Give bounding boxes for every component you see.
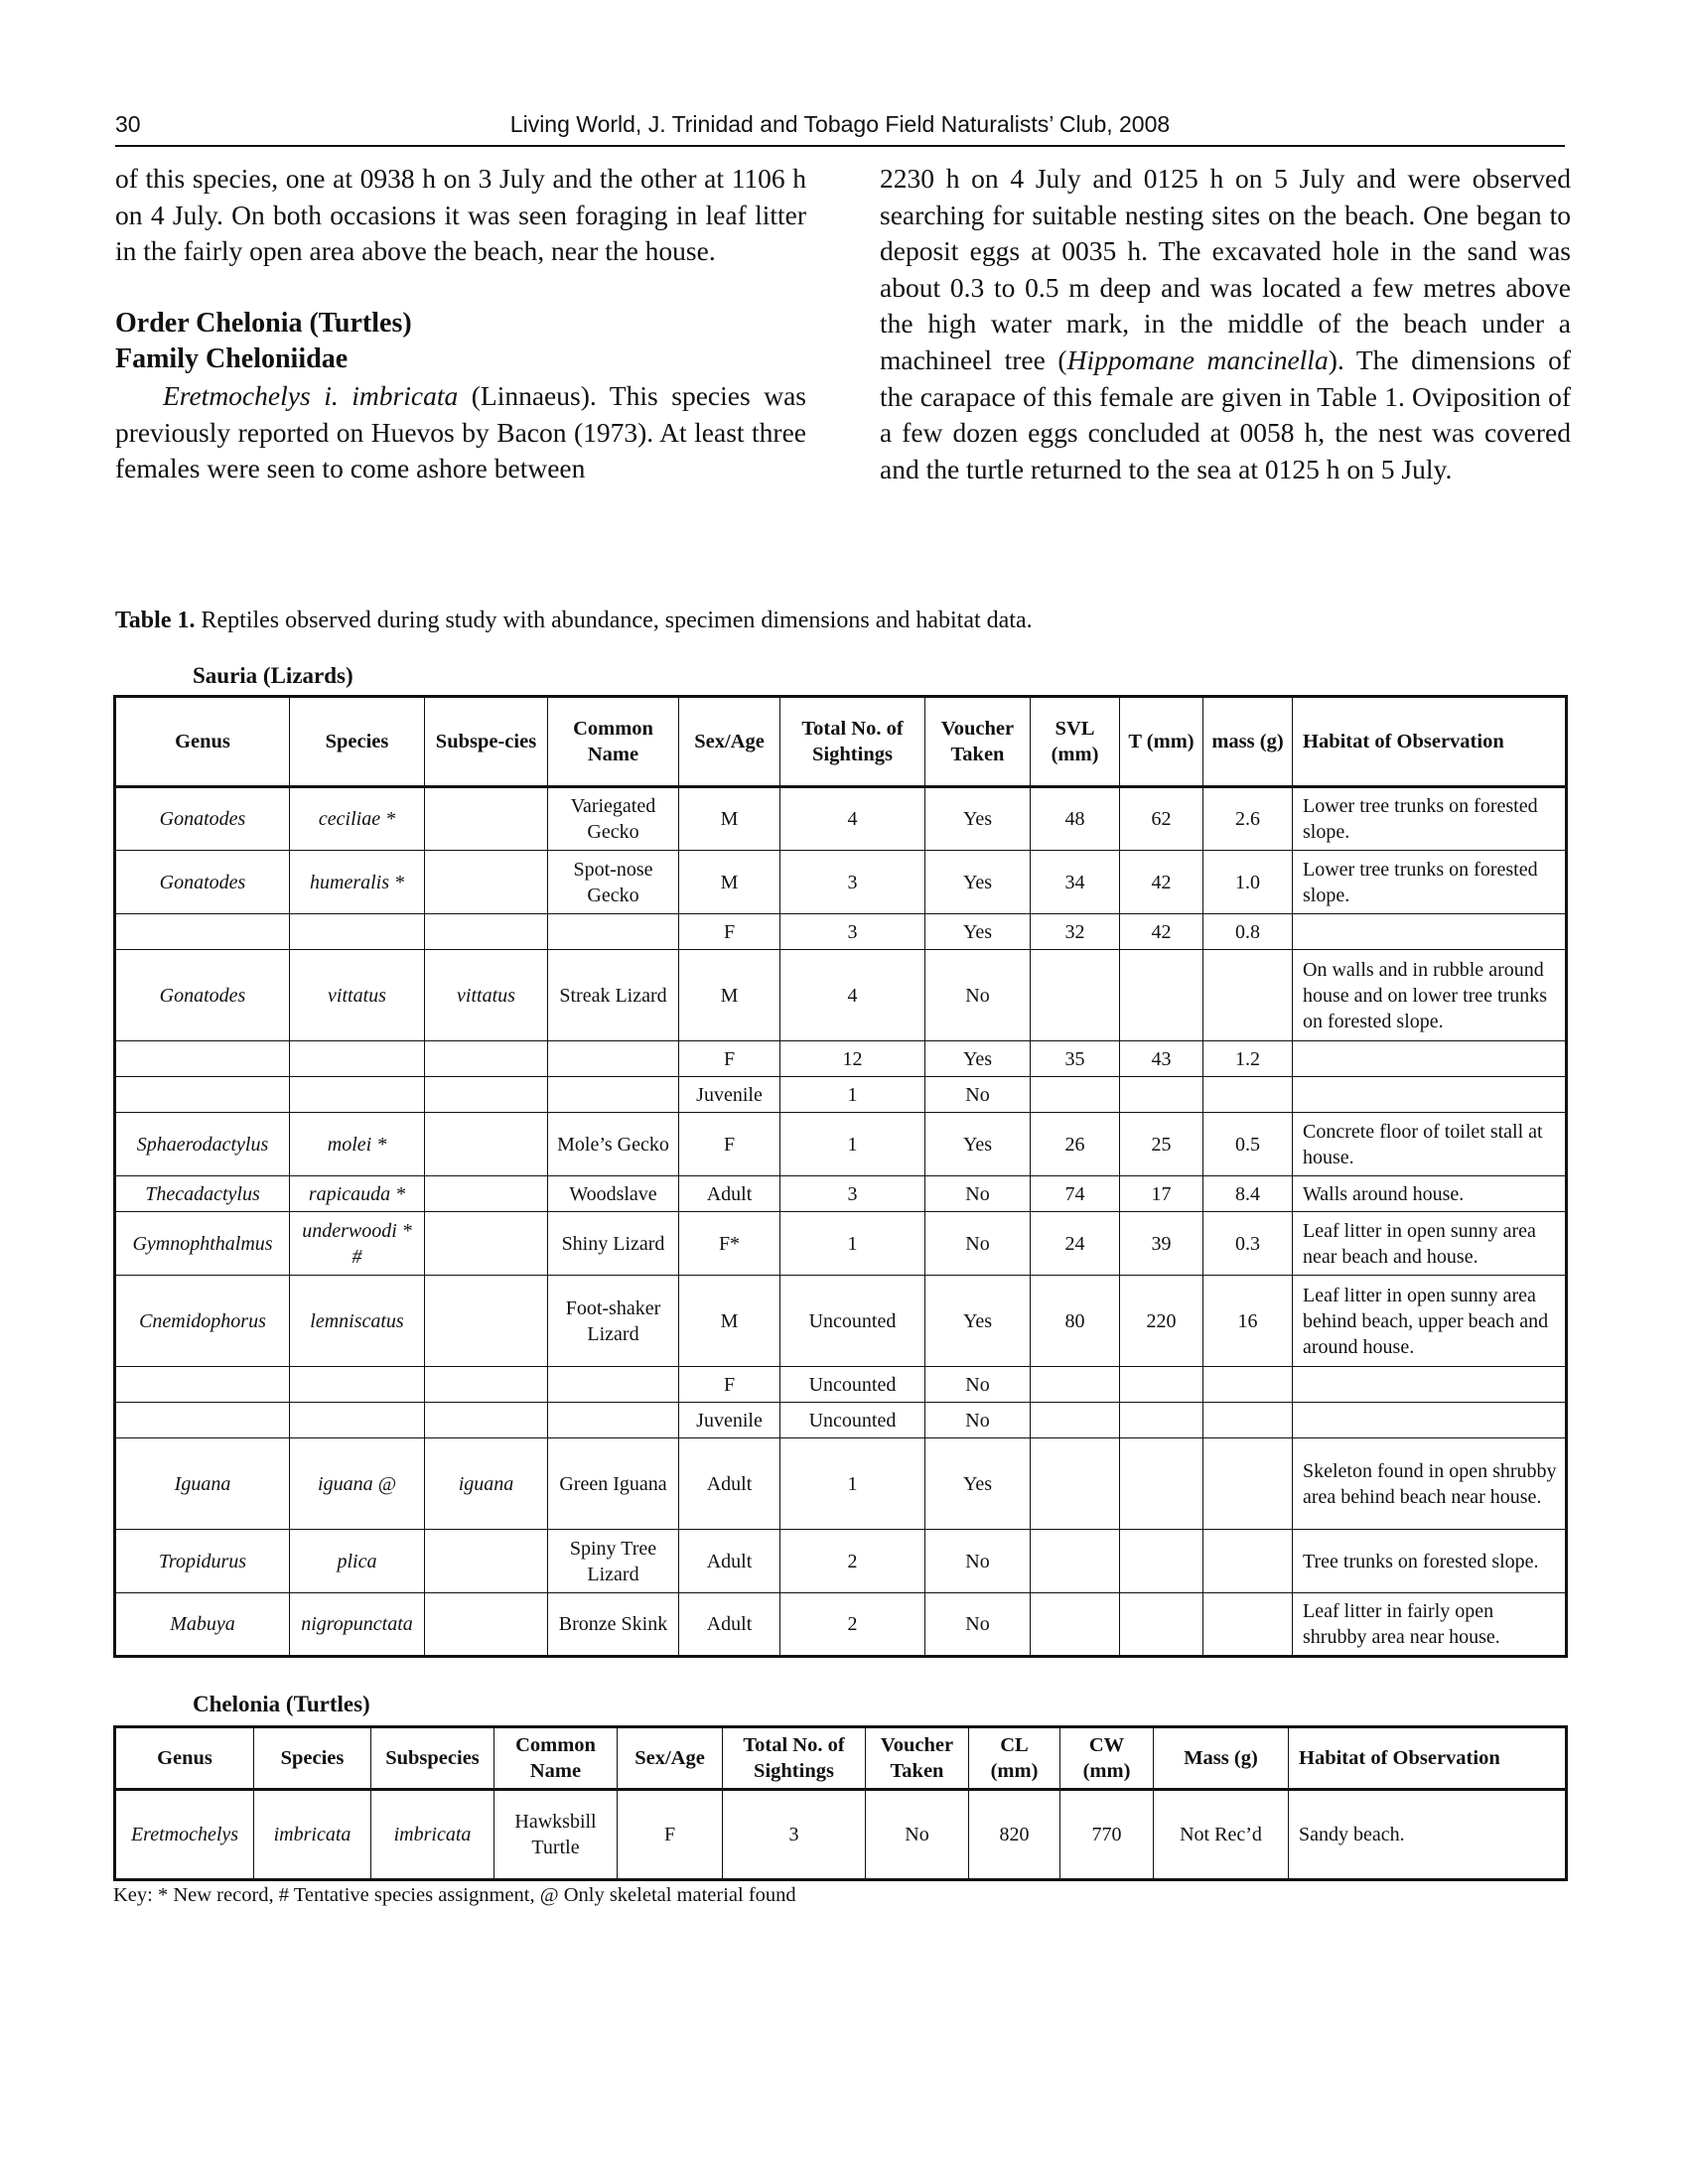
cell-genus	[115, 1367, 290, 1403]
chelonia-header-len1: CL (mm)	[969, 1727, 1060, 1790]
cell-genus: Gonatodes	[115, 950, 290, 1041]
chelonia-header-habitat: Habitat of Observation	[1289, 1727, 1567, 1790]
cell-sightings: 1	[780, 1077, 925, 1113]
chelonia-header-row	[115, 1727, 1567, 1790]
sauria-header-len2: T (mm)	[1120, 697, 1203, 787]
cell-mass: 0.3	[1203, 1212, 1293, 1276]
table-row	[115, 1593, 1567, 1657]
cell-voucher: Yes	[925, 787, 1031, 851]
cell-sex-age: M	[679, 1276, 780, 1367]
cell-subspecies	[425, 1403, 548, 1438]
cell-mass	[1203, 1077, 1293, 1113]
cell-voucher: No	[925, 950, 1031, 1041]
cell-voucher: Yes	[925, 851, 1031, 914]
cell-len1: 48	[1031, 787, 1120, 851]
table-row	[115, 1790, 1567, 1880]
chelonia-header-common-name: Common Name	[494, 1727, 618, 1790]
cell-common-name	[548, 1077, 679, 1113]
cell-len1	[1031, 1593, 1120, 1657]
cell-subspecies: imbricata	[371, 1790, 494, 1880]
cell-species: lemniscatus	[290, 1276, 425, 1367]
cell-len1: 820	[969, 1790, 1060, 1880]
paragraph-lizard-continued: of this species, one at 0938 h on 3 July and the other at 1106 h on 4 July. On both occasions it was seen foraging in leaf litter in the fairly open area above the beach, near the house.	[115, 163, 806, 267]
page-number: 30	[115, 111, 141, 137]
cell-sightings: 1	[780, 1212, 925, 1276]
table-row	[115, 1276, 1567, 1367]
cell-len1: 24	[1031, 1212, 1120, 1276]
cell-common-name: Bronze Skink	[548, 1593, 679, 1657]
cell-common-name: Green Iguana	[548, 1438, 679, 1530]
cell-habitat	[1293, 914, 1567, 950]
cell-mass	[1203, 950, 1293, 1041]
running-header	[115, 111, 1565, 147]
cell-sightings: Uncounted	[780, 1367, 925, 1403]
cell-habitat: Leaf litter in open sunny area near beach and house.	[1293, 1212, 1567, 1276]
table-row	[115, 787, 1567, 851]
table-caption-text: Reptiles observed during study with abundance, specimen dimensions and habitat data.	[195, 608, 1033, 633]
cell-common-name: Woodslave	[548, 1176, 679, 1212]
cell-subspecies	[425, 1041, 548, 1077]
cell-len1	[1031, 1367, 1120, 1403]
cell-mass: 16	[1203, 1276, 1293, 1367]
cell-habitat	[1293, 1403, 1567, 1438]
cell-voucher: No	[925, 1176, 1031, 1212]
cell-len1	[1031, 1077, 1120, 1113]
cell-genus: Iguana	[115, 1438, 290, 1530]
cell-voucher: Yes	[925, 1438, 1031, 1530]
cell-subspecies	[425, 1176, 548, 1212]
cell-genus: Gonatodes	[115, 787, 290, 851]
cell-habitat: Leaf litter in open sunny area behind beach, upper beach and around house.	[1293, 1276, 1567, 1367]
cell-voucher: Yes	[925, 1041, 1031, 1077]
cell-len2: 62	[1120, 787, 1203, 851]
cell-species: humeralis *	[290, 851, 425, 914]
cell-habitat: Lower tree trunks on forested slope.	[1293, 787, 1567, 851]
cell-mass	[1203, 1530, 1293, 1593]
cell-sightings: 2	[780, 1593, 925, 1657]
left-column	[115, 161, 806, 487]
cell-sightings: 3	[780, 914, 925, 950]
cell-species: underwoodi * #	[290, 1212, 425, 1276]
cell-len2	[1120, 1593, 1203, 1657]
cell-sex-age: Juvenile	[679, 1403, 780, 1438]
chelonia-header-voucher: Voucher Taken	[866, 1727, 969, 1790]
cell-mass: 0.5	[1203, 1113, 1293, 1176]
cell-subspecies	[425, 787, 548, 851]
cell-len2	[1120, 1438, 1203, 1530]
chelonia-title: Chelonia (Turtles)	[193, 1692, 370, 1716]
cell-sightings: 1	[780, 1113, 925, 1176]
sauria-header-species: Species	[290, 697, 425, 787]
sauria-header-row	[115, 697, 1567, 787]
cell-sex-age: Adult	[679, 1530, 780, 1593]
cell-genus	[115, 1041, 290, 1077]
cell-sex-age: M	[679, 950, 780, 1041]
cell-common-name: Streak Lizard	[548, 950, 679, 1041]
cell-sex-age: F	[679, 1367, 780, 1403]
cell-len2	[1120, 1367, 1203, 1403]
chelonia-header-subspecies: Subspecies	[371, 1727, 494, 1790]
cell-sightings: 3	[780, 1176, 925, 1212]
sauria-header-voucher: Voucher Taken	[925, 697, 1031, 787]
cell-sex-age: F	[679, 1041, 780, 1077]
cell-habitat	[1293, 1077, 1567, 1113]
cell-mass: 8.4	[1203, 1176, 1293, 1212]
cell-sightings: 2	[780, 1530, 925, 1593]
cell-mass: 1.0	[1203, 851, 1293, 914]
paragraph-nesting-part1: 2230 h on 4 July and 0125 h on 5 July and were observed searching for suitable nesting sites on the beach. One began to deposit eggs at 0035 h. The excavated hole in the sand was about 0.3 to 0.5 m deep and was located a few metres above the high water mark, in the middle of the beach under a machineel tree (	[880, 163, 1571, 375]
cell-subspecies	[425, 1077, 548, 1113]
heading-family-cheloniidae: Family Cheloniidae	[115, 343, 349, 375]
cell-sex-age: M	[679, 851, 780, 914]
chelonia-header-sex-age: Sex/Age	[618, 1727, 723, 1790]
sauria-title: Sauria (Lizards)	[193, 663, 353, 688]
table-row	[115, 1077, 1567, 1113]
cell-sex-age: Adult	[679, 1438, 780, 1530]
cell-sightings: 12	[780, 1041, 925, 1077]
cell-species: plica	[290, 1530, 425, 1593]
cell-subspecies	[425, 1367, 548, 1403]
species-name-hippomane: Hippomane mancinella	[1066, 343, 1329, 375]
cell-len2	[1120, 950, 1203, 1041]
cell-len1	[1031, 950, 1120, 1041]
cell-len2: 43	[1120, 1041, 1203, 1077]
paragraph-eretmochelys-text: (Linnaeus). This species was previously reported on Huevos by Bacon (1973). At least three females were seen to come ashore between	[115, 379, 806, 484]
cell-habitat: Leaf litter in fairly open shrubby area near house.	[1293, 1593, 1567, 1657]
species-name-eretmochelys: Eretmochelys i. imbricata	[163, 379, 459, 411]
cell-voucher: Yes	[925, 914, 1031, 950]
cell-species: ceciliae *	[290, 787, 425, 851]
cell-sightings: 3	[780, 851, 925, 914]
cell-common-name: Variegated Gecko	[548, 787, 679, 851]
cell-subspecies	[425, 1276, 548, 1367]
cell-len2: 220	[1120, 1276, 1203, 1367]
sauria-header-len1: SVL (mm)	[1031, 697, 1120, 787]
cell-voucher: No	[925, 1593, 1031, 1657]
table-row	[115, 950, 1567, 1041]
cell-genus	[115, 914, 290, 950]
cell-voucher: No	[925, 1077, 1031, 1113]
cell-len2: 17	[1120, 1176, 1203, 1212]
table-row	[115, 1212, 1567, 1276]
cell-len2	[1120, 1530, 1203, 1593]
cell-len1: 80	[1031, 1276, 1120, 1367]
cell-len2: 42	[1120, 914, 1203, 950]
cell-common-name	[548, 914, 679, 950]
cell-habitat: On walls and in rubble around house and on lower tree trunks on forested slope.	[1293, 950, 1567, 1041]
table-caption	[115, 608, 1033, 634]
table-row	[115, 914, 1567, 950]
cell-mass	[1203, 1367, 1293, 1403]
cell-len2: 42	[1120, 851, 1203, 914]
cell-habitat: Skeleton found in open shrubby area behind beach near house.	[1293, 1438, 1567, 1530]
cell-sex-age: Adult	[679, 1593, 780, 1657]
chelonia-header-species: Species	[254, 1727, 371, 1790]
sauria-header-habitat: Habitat of Observation	[1293, 697, 1567, 787]
cell-sightings: 1	[780, 1438, 925, 1530]
cell-subspecies	[425, 1212, 548, 1276]
cell-len1: 32	[1031, 914, 1120, 950]
chelonia-table	[113, 1725, 1568, 1881]
cell-species	[290, 914, 425, 950]
cell-len2: 25	[1120, 1113, 1203, 1176]
cell-species	[290, 1041, 425, 1077]
cell-mass: 2.6	[1203, 787, 1293, 851]
cell-len1: 26	[1031, 1113, 1120, 1176]
cell-habitat	[1293, 1367, 1567, 1403]
cell-habitat: Sandy beach.	[1289, 1790, 1567, 1880]
cell-species: iguana @	[290, 1438, 425, 1530]
cell-len1: 35	[1031, 1041, 1120, 1077]
cell-subspecies	[425, 851, 548, 914]
cell-common-name: Hawksbill Turtle	[494, 1790, 618, 1880]
cell-genus: Gonatodes	[115, 851, 290, 914]
cell-species	[290, 1403, 425, 1438]
cell-voucher: No	[925, 1403, 1031, 1438]
cell-species: molei *	[290, 1113, 425, 1176]
cell-subspecies	[425, 1113, 548, 1176]
cell-sex-age: M	[679, 787, 780, 851]
cell-voucher: No	[866, 1790, 969, 1880]
cell-genus	[115, 1077, 290, 1113]
table-row	[115, 851, 1567, 914]
journal-citation: Living World, J. Trinidad and Tobago Field Naturalists’ Club, 2008	[509, 111, 1171, 137]
cell-len1	[1031, 1530, 1120, 1593]
cell-habitat	[1293, 1041, 1567, 1077]
cell-len1	[1031, 1438, 1120, 1530]
sauria-header-sightings: Total No. of Sightings	[780, 697, 925, 787]
cell-voucher: Yes	[925, 1113, 1031, 1176]
cell-genus: Tropidurus	[115, 1530, 290, 1593]
table-row	[115, 1403, 1567, 1438]
table-row	[115, 1530, 1567, 1593]
cell-habitat: Tree trunks on forested slope.	[1293, 1530, 1567, 1593]
cell-genus: Cnemidophorus	[115, 1276, 290, 1367]
cell-len2	[1120, 1403, 1203, 1438]
cell-sightings: Uncounted	[780, 1276, 925, 1367]
right-column	[880, 161, 1571, 487]
cell-species: vittatus	[290, 950, 425, 1041]
cell-species: rapicauda *	[290, 1176, 425, 1212]
cell-len2: 770	[1060, 1790, 1154, 1880]
table-row	[115, 1438, 1567, 1530]
sauria-header-common-name: Common Name	[548, 697, 679, 787]
cell-voucher: No	[925, 1530, 1031, 1593]
cell-len1	[1031, 1403, 1120, 1438]
paragraph-eretmochelys	[115, 378, 806, 487]
cell-common-name: Spiny Tree Lizard	[548, 1530, 679, 1593]
cell-habitat: Concrete floor of toilet stall at house.	[1293, 1113, 1567, 1176]
cell-subspecies	[425, 1593, 548, 1657]
cell-sightings: Uncounted	[780, 1403, 925, 1438]
cell-voucher: Yes	[925, 1276, 1031, 1367]
cell-common-name: Mole’s Gecko	[548, 1113, 679, 1176]
sauria-header-sex-age: Sex/Age	[679, 697, 780, 787]
cell-mass: 1.2	[1203, 1041, 1293, 1077]
table-row	[115, 1041, 1567, 1077]
table-row	[115, 1176, 1567, 1212]
cell-habitat: Lower tree trunks on forested slope.	[1293, 851, 1567, 914]
chelonia-header-sightings: Total No. of Sightings	[723, 1727, 866, 1790]
chelonia-header-mass: Mass (g)	[1154, 1727, 1289, 1790]
cell-common-name: Shiny Lizard	[548, 1212, 679, 1276]
heading-order-chelonia: Order Chelonia (Turtles)	[115, 307, 412, 339]
cell-sex-age: F*	[679, 1212, 780, 1276]
cell-genus: Sphaerodactylus	[115, 1113, 290, 1176]
cell-common-name: Foot-shaker Lizard	[548, 1276, 679, 1367]
sauria-header-mass: mass (g)	[1203, 697, 1293, 787]
cell-sex-age: F	[618, 1790, 723, 1880]
cell-mass: Not Rec’d	[1154, 1790, 1289, 1880]
cell-subspecies: iguana	[425, 1438, 548, 1530]
cell-mass: 0.8	[1203, 914, 1293, 950]
cell-species	[290, 1367, 425, 1403]
sauria-header-genus: Genus	[115, 697, 290, 787]
cell-species: imbricata	[254, 1790, 371, 1880]
cell-voucher: No	[925, 1367, 1031, 1403]
cell-sex-age: Adult	[679, 1176, 780, 1212]
cell-habitat: Walls around house.	[1293, 1176, 1567, 1212]
paragraph-nesting	[880, 161, 1571, 487]
cell-len1: 34	[1031, 851, 1120, 914]
cell-sightings: 4	[780, 950, 925, 1041]
cell-species: nigropunctata	[290, 1593, 425, 1657]
table-row	[115, 1113, 1567, 1176]
cell-mass	[1203, 1438, 1293, 1530]
sauria-header-subspecies: Subspe-cies	[425, 697, 548, 787]
cell-genus: Mabuya	[115, 1593, 290, 1657]
chelonia-header-genus: Genus	[115, 1727, 254, 1790]
table-caption-label: Table 1.	[115, 608, 196, 633]
cell-sightings: 4	[780, 787, 925, 851]
cell-len2	[1120, 1077, 1203, 1113]
cell-voucher: No	[925, 1212, 1031, 1276]
cell-subspecies	[425, 914, 548, 950]
table-row	[115, 1367, 1567, 1403]
cell-common-name	[548, 1403, 679, 1438]
cell-len2: 39	[1120, 1212, 1203, 1276]
cell-common-name: Spot-nose Gecko	[548, 851, 679, 914]
cell-sightings: 3	[723, 1790, 866, 1880]
chelonia-header-len2: CW (mm)	[1060, 1727, 1154, 1790]
cell-common-name	[548, 1367, 679, 1403]
cell-species	[290, 1077, 425, 1113]
cell-genus: Gymnophthalmus	[115, 1212, 290, 1276]
cell-mass	[1203, 1593, 1293, 1657]
cell-subspecies: vittatus	[425, 950, 548, 1041]
cell-genus: Eretmochelys	[115, 1790, 254, 1880]
cell-common-name	[548, 1041, 679, 1077]
cell-sex-age: F	[679, 914, 780, 950]
cell-sex-age: F	[679, 1113, 780, 1176]
sauria-table	[113, 695, 1568, 1658]
cell-sex-age: Juvenile	[679, 1077, 780, 1113]
paragraph-nesting-part2: ). The dimensions of the carapace of this female are given in Table 1. Oviposition of a few dozen eggs concluded at 0058 h, the nest was covered and the turtle returned to the sea at 0125 h on 5 July.	[880, 343, 1571, 484]
table-key: Key: * New record, # Tentative species assignment, @ Only skeletal material found	[113, 1884, 796, 1906]
cell-mass	[1203, 1403, 1293, 1438]
cell-genus	[115, 1403, 290, 1438]
cell-genus: Thecadactylus	[115, 1176, 290, 1212]
cell-subspecies	[425, 1530, 548, 1593]
cell-len1: 74	[1031, 1176, 1120, 1212]
